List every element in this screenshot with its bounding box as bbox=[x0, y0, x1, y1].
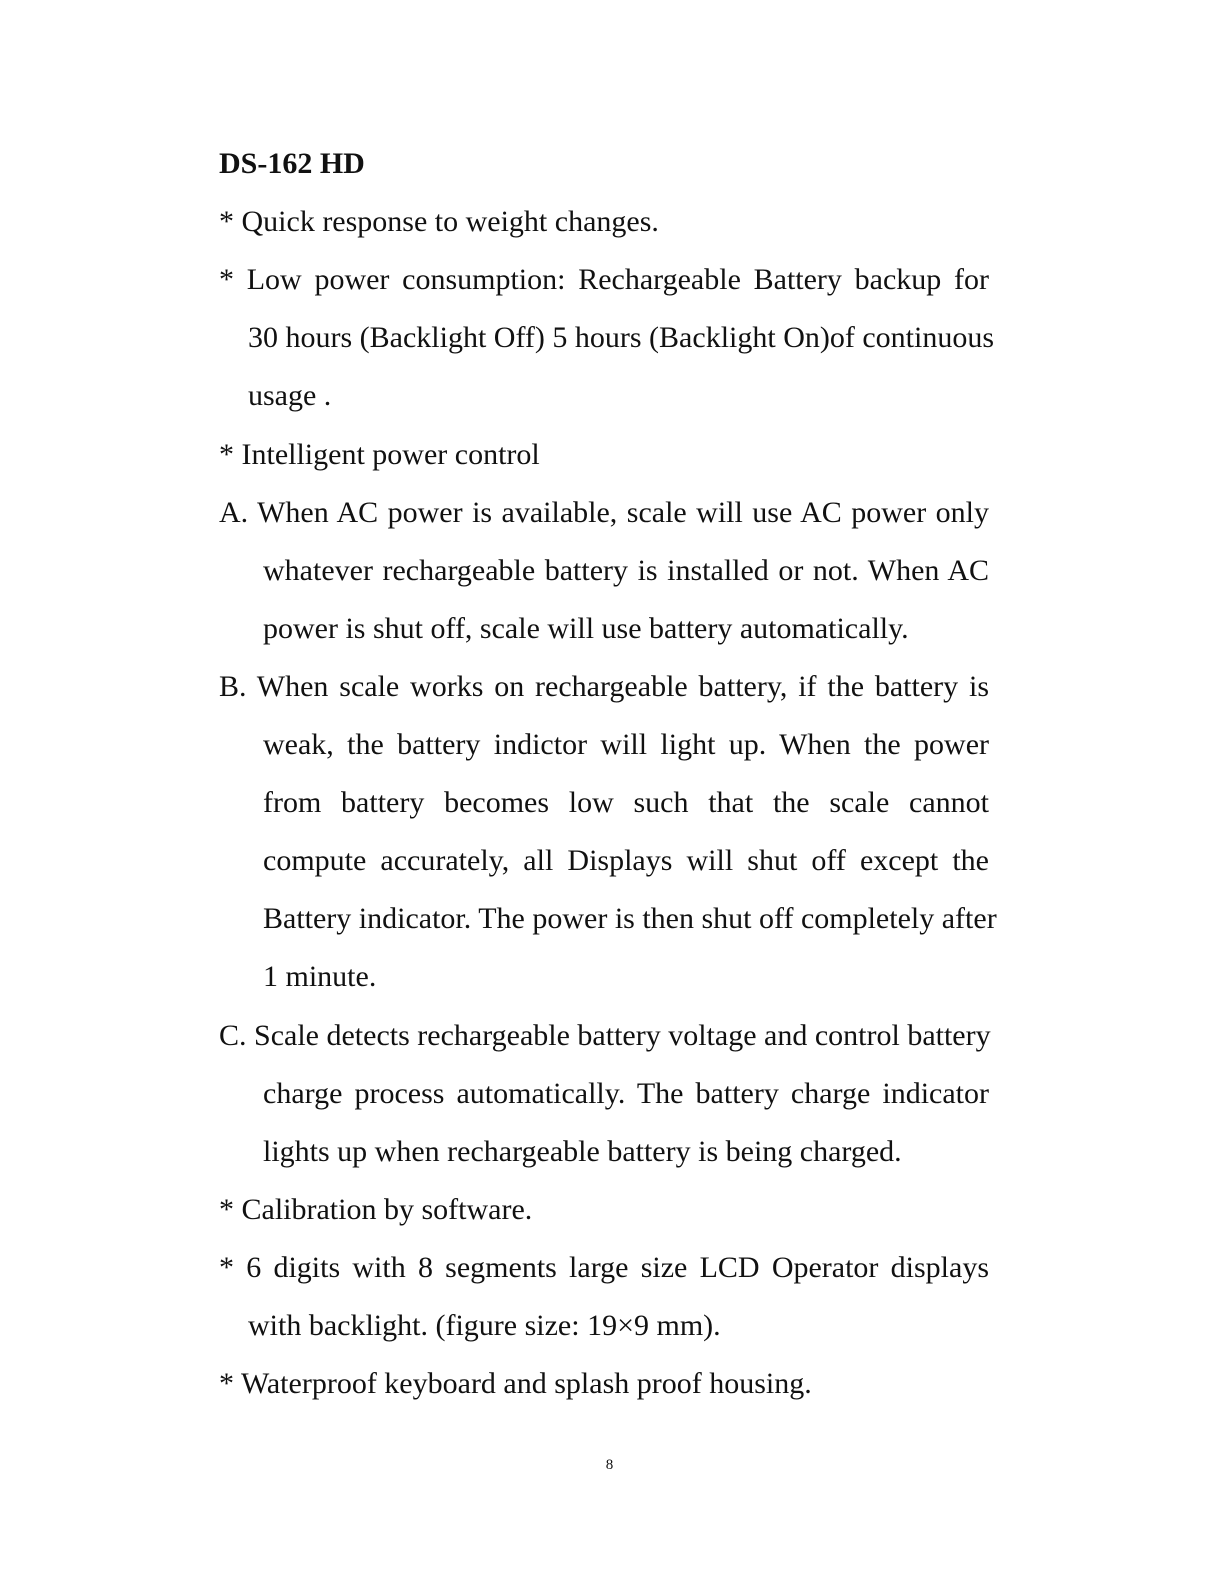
feature-lcd-display: * 6 digits with 8 segments large size LCD Operator displays bbox=[219, 1251, 989, 1284]
page-number: 8 bbox=[605, 1457, 614, 1473]
power-item-c-cont: lights up when rechargeable battery is being charged. bbox=[263, 1135, 902, 1168]
power-item-b-cont: from battery becomes low such that the scale cannot bbox=[263, 786, 989, 819]
power-item-a-cont: power is shut off, scale will use battery automatically. bbox=[263, 612, 909, 645]
feature-intelligent-power: * Intelligent power control bbox=[219, 438, 540, 471]
feature-calibration: * Calibration by software. bbox=[219, 1193, 533, 1226]
power-item-c: C. Scale detects rechargeable battery voltage and control battery bbox=[219, 1019, 991, 1052]
power-item-c-cont: charge process automatically. The battery charge indicator bbox=[263, 1077, 989, 1110]
feature-lcd-display-cont: with backlight. (figure size: 19×9 mm). bbox=[248, 1309, 721, 1342]
power-item-b-cont: weak, the battery indictor will light up. When the power bbox=[263, 728, 989, 761]
feature-quick-response: * Quick response to weight changes. bbox=[219, 205, 659, 238]
document-title: DS-162 HD bbox=[219, 147, 365, 180]
power-item-b-cont: compute accurately, all Displays will shut off except the bbox=[263, 844, 989, 877]
power-item-b-cont: 1 minute. bbox=[263, 960, 377, 993]
power-item-b: B. When scale works on rechargeable battery, if the battery is bbox=[219, 670, 989, 703]
feature-low-power-cont: usage . bbox=[248, 379, 332, 412]
power-item-a-cont: whatever rechargeable battery is installed or not. When AC bbox=[263, 554, 989, 587]
feature-low-power: * Low power consumption: Rechargeable Battery backup for bbox=[219, 263, 989, 296]
feature-low-power-cont: 30 hours (Backlight Off) 5 hours (Backlight On)of continuous bbox=[248, 321, 995, 354]
feature-waterproof: * Waterproof keyboard and splash proof housing. bbox=[219, 1367, 812, 1400]
power-item-b-cont: Battery indicator. The power is then shut off completely after bbox=[263, 902, 997, 935]
power-item-a: A. When AC power is available, scale will use AC power only bbox=[219, 496, 989, 529]
